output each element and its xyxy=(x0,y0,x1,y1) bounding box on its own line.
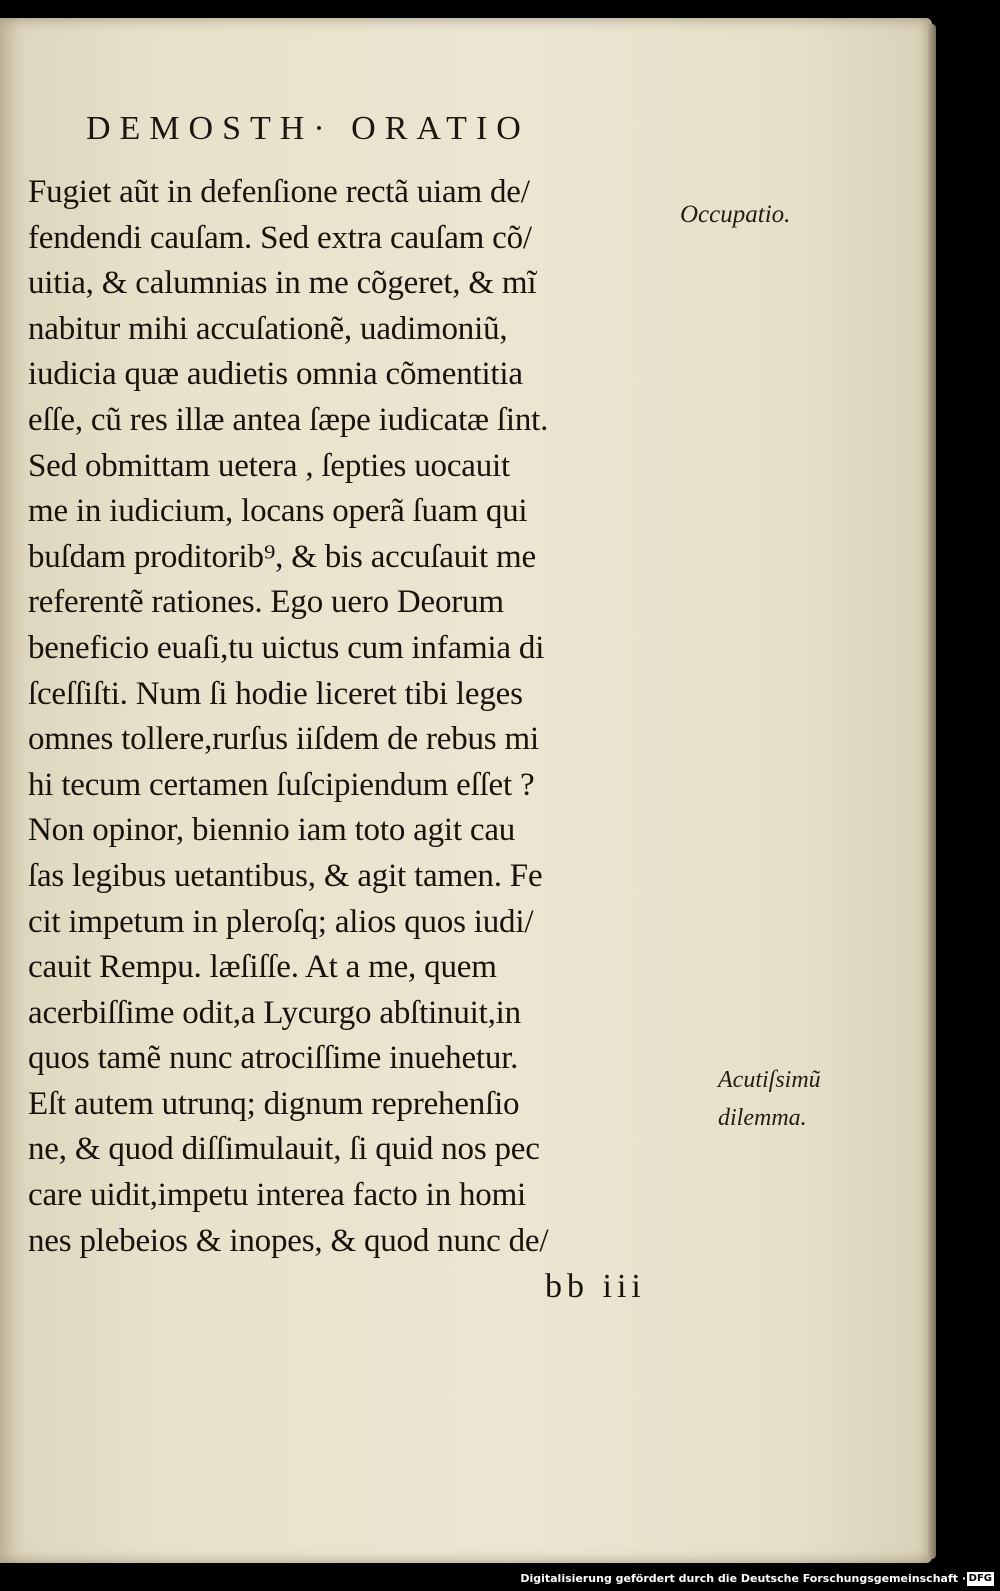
marginal-note-line: Acutiſsimũ xyxy=(718,1067,821,1093)
marginal-note-dilemma xyxy=(718,1061,821,1137)
text-line: uitia, & calumnias in me cõgeret, & mĩ xyxy=(28,265,537,302)
dfg-logo-icon: DFG xyxy=(968,1573,992,1584)
text-line: Fugiet aũt in defenſione rectã uiam de/ xyxy=(28,174,530,210)
text-line: care uidit,impetu interea facto in homi xyxy=(28,1177,527,1214)
text-line: referentẽ rationes. Ego uero Deorum xyxy=(28,584,504,621)
marginal-note-line: dilemma. xyxy=(718,1105,807,1131)
text-line: Non opinor, biennio iam toto agit cau xyxy=(28,812,516,849)
signature-mark: bb iii xyxy=(545,1268,646,1305)
text-line: iudicia quæ audietis omnia cõmentitia xyxy=(28,356,523,393)
text-line: hi tecum certamen ſuſcipiendum eſſet ? xyxy=(28,766,535,803)
text-line: cit impetum in pleroſq; alios quos iudi/ xyxy=(28,903,534,940)
text-line: omnes tollere,rurſus iiſdem de rebus mi xyxy=(28,721,539,758)
text-line: Sed obmittam uetera , ſepties uocauit xyxy=(28,447,510,484)
running-head: DEMOSTH· ORATIO xyxy=(86,110,530,147)
text-line: me in iudicium, locans operã ſuam qui xyxy=(28,493,528,530)
text-line: eſſe, cũ res illæ antea ſæpe iudicatæ ſint. xyxy=(28,401,549,438)
text-line: fendendi cauſam. Sed extra cauſam cõ/ xyxy=(28,219,532,256)
text-line: beneficio euaſi,tu uictus cum infamia di xyxy=(28,629,545,666)
text-line: buſdam proditorib⁹, & bis accuſauit me xyxy=(28,538,536,575)
text-line: ne, & quod diſſimulauit, ſi quid nos pec xyxy=(28,1131,540,1168)
marginal-note-occupatio: Occupatio. xyxy=(680,201,791,228)
text-line: Eſt autem utrunq; dignum reprehenſio xyxy=(28,1085,520,1122)
text-line: ſceſſiſti. Num ſi hodie liceret tibi leges xyxy=(28,675,523,712)
text-line: acerbiſſime odit,a Lycurgo abſtinuit,in xyxy=(28,994,521,1031)
body-text xyxy=(28,170,698,1264)
text-line: nabitur mihi accuſationẽ, uadimoniũ, xyxy=(28,310,508,347)
text-line: cauit Rempu. læſiſſe. At a me, quem xyxy=(28,949,497,986)
text-line: nes plebeios & inopes, & quod nunc de/ xyxy=(28,1222,549,1259)
page-edge xyxy=(928,24,936,1559)
text-line: quos tamẽ nunc atrociſſime inuehetur. xyxy=(28,1040,519,1077)
footer-credit: Digitalisierung gefördert durch die Deutsche Forschungsgemeinschaft · xyxy=(520,1572,966,1585)
book-page xyxy=(0,18,932,1563)
footer-bar xyxy=(0,1565,1000,1591)
text-line: ſas legibus uetantibus, & agit tamen. Fe xyxy=(28,857,543,894)
